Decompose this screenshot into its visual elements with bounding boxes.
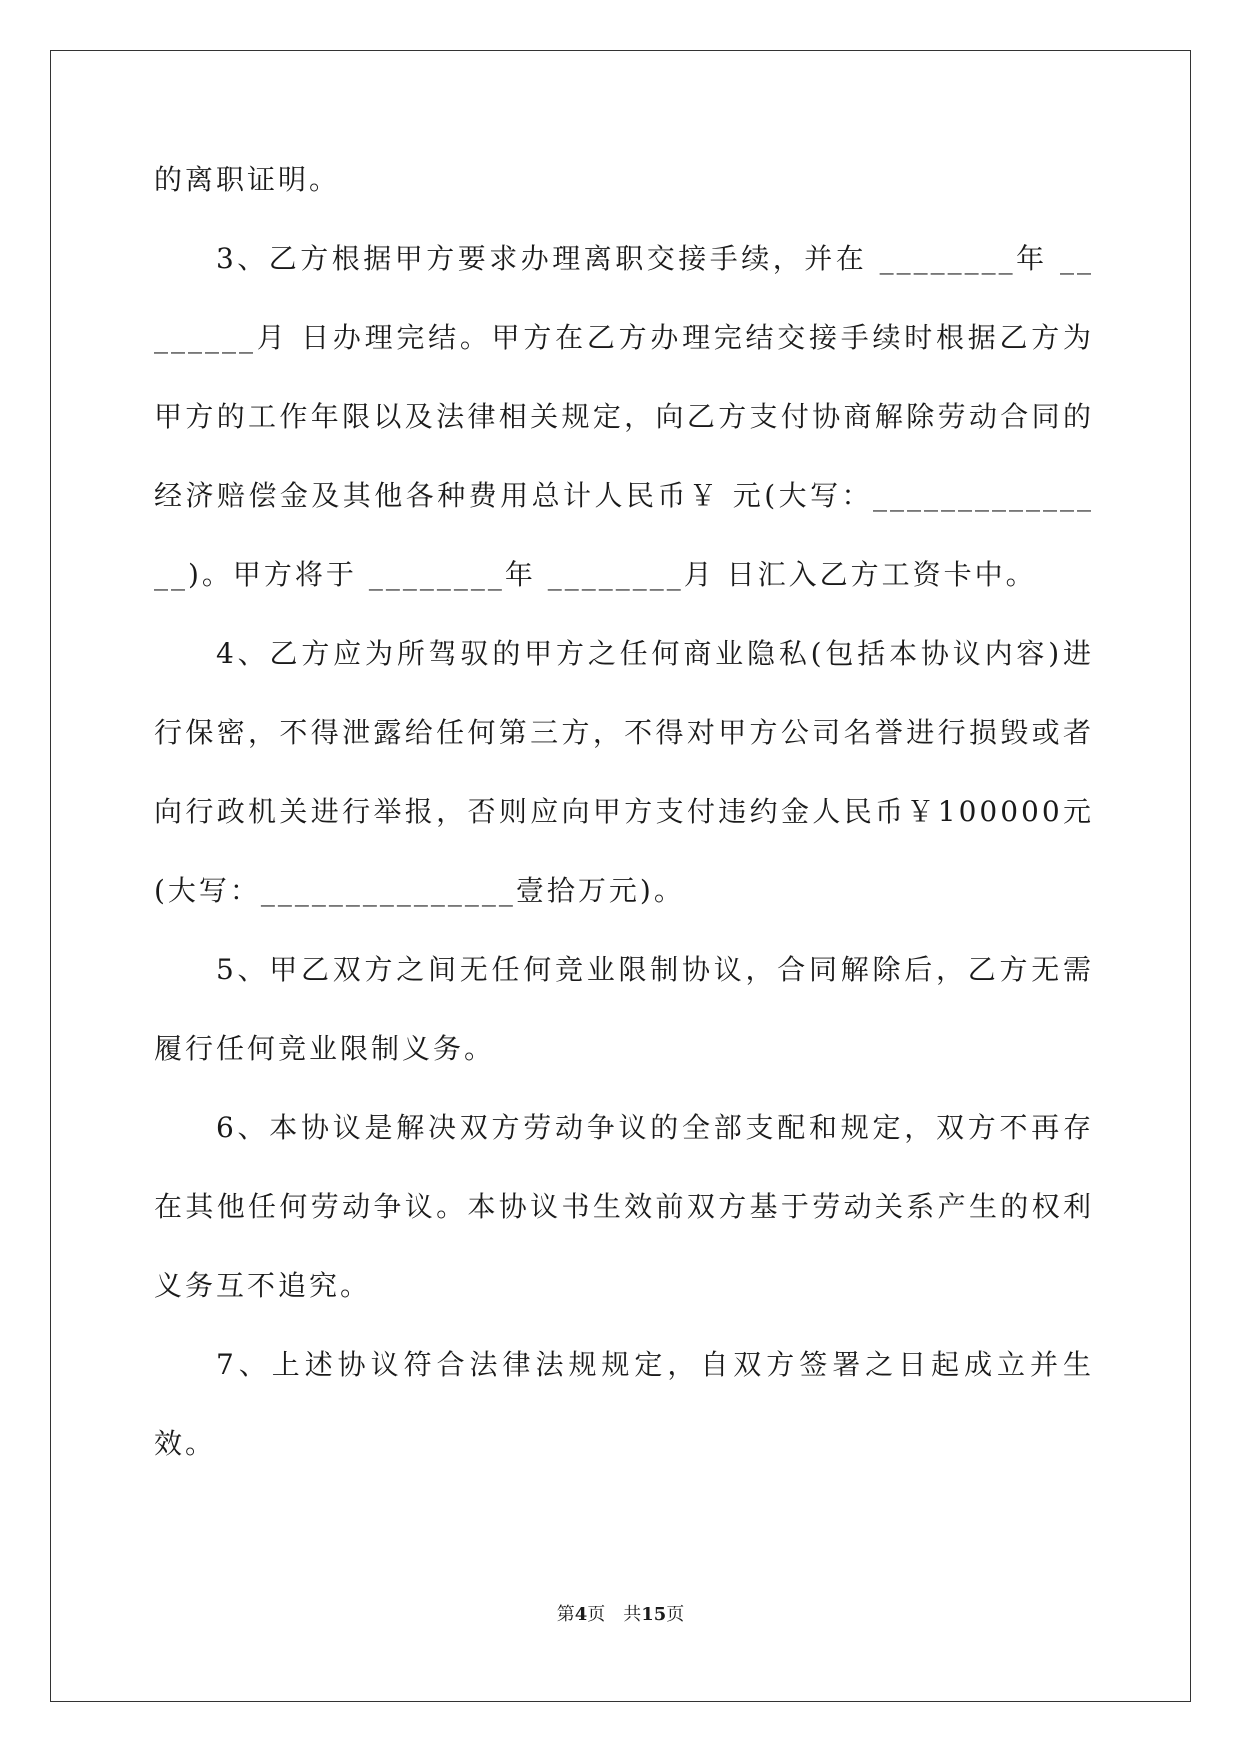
paragraph-clause-4: 4、乙方应为所驾驭的甲方之任何商业隐私(包括本协议内容)进行保密，不得泄露给任何第三方，不得对甲方公司名誉进行损毁或者向行政机关进行举报，否则应向甲方支付违约金人民币￥100000元(大写：_______________壹拾万元)。	[154, 637, 1094, 907]
paragraph-clause-3: 3、乙方根据甲方要求办理离职交接手续，并在 ________年 ________月 日办理完结。甲方在乙方办理完结交接手续时根据乙方为甲方的工作年限以及法律相关规定，向乙方支付协商解除劳动合同的经济赔偿金及其他各种费用总计人民币￥ 元(大写：_______________)。甲方将于 ________年 ________月 日汇入乙方工资卡中。	[154, 242, 1094, 591]
footer-mid: 页 共	[587, 1604, 642, 1625]
document-body	[154, 160, 1094, 1483]
page-number-footer	[0, 1600, 1241, 1626]
paragraph-clause-7: 7、上述协议符合法律法规规定，自双方签署之日起成立并生效。	[154, 1348, 1094, 1460]
footer-prefix: 第	[556, 1604, 575, 1625]
current-page-number: 4	[574, 1604, 588, 1625]
paragraph-continuation: 的离职证明。	[154, 163, 341, 196]
paragraph-clause-5: 5、甲乙双方之间无任何竞业限制协议，合同解除后，乙方无需履行任何竞业限制义务。	[154, 953, 1094, 1065]
paragraph-clause-6: 6、本协议是解决双方劳动争议的全部支配和规定，双方不再存在其他任何劳动争议。本协议书生效前双方基于劳动关系产生的权利义务互不追究。	[154, 1111, 1094, 1302]
footer-suffix: 页	[666, 1604, 685, 1625]
total-page-number: 15	[641, 1604, 667, 1625]
